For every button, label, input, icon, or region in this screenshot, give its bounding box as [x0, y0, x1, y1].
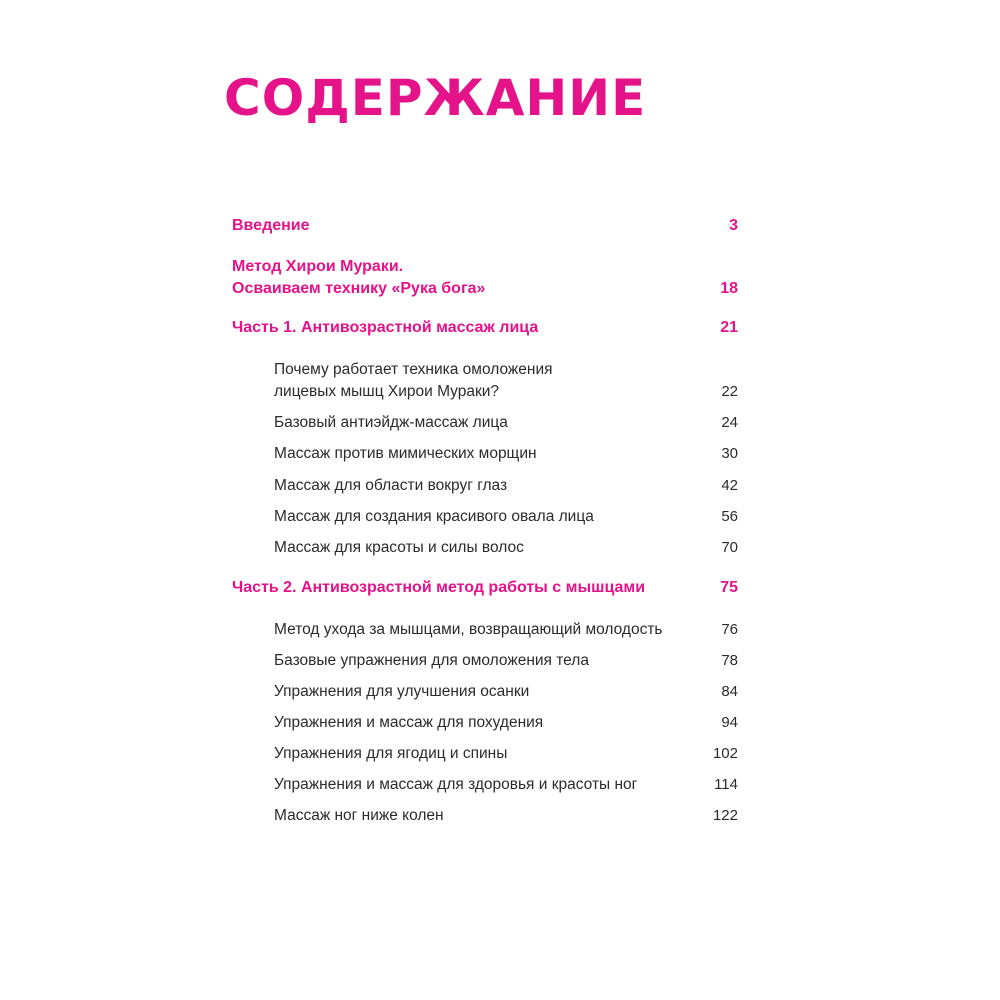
toc-entry-title [274, 537, 524, 559]
toc-entry-title-line: Массаж для красоты и силы волос [274, 539, 524, 556]
toc-entry-title [274, 412, 508, 434]
toc-entry-title-line: Базовый антиэйдж-массаж лица [274, 414, 508, 431]
toc-entry-title [232, 215, 310, 237]
toc-entry-title [232, 317, 538, 339]
toc-entry-title [274, 681, 529, 703]
toc-chapter-entry [232, 256, 738, 300]
toc-entry-title [274, 743, 507, 765]
toc-chapter-entry [232, 215, 738, 237]
toc-entry-title-line: Осваиваем технику «Рука бога» [232, 280, 486, 297]
toc-page-number: 114 [714, 776, 738, 793]
toc-entry-title-line: Массаж против мимических морщин [274, 445, 537, 462]
toc-entry-title [274, 506, 594, 528]
toc-entry-title [274, 650, 589, 672]
toc-entry-title [274, 712, 543, 734]
toc-page-number: 22 [721, 383, 738, 400]
toc-entry-title-line: Массаж для создания красивого овала лица [274, 508, 594, 525]
toc-entry-title-line: Почему работает техника омоложения [274, 361, 553, 378]
toc-entry-title-line: Метод Хирои Мураки. [232, 258, 404, 275]
toc-page-number: 18 [720, 280, 738, 297]
toc-entry-title-line: Массаж для области вокруг глаз [274, 477, 508, 494]
toc-entry-title-line: Базовые упражнения для омоложения тела [274, 652, 589, 669]
toc-section-entry [232, 506, 738, 528]
toc-page-number: 21 [720, 319, 738, 336]
toc-chapter-entry [232, 577, 738, 599]
toc-section-entry [232, 475, 738, 497]
toc-section-entry [232, 743, 738, 765]
toc-section-entry [232, 537, 738, 559]
toc-entry-title [274, 774, 637, 796]
toc-page-number: 42 [721, 477, 738, 494]
toc-page-number: 84 [721, 683, 738, 700]
toc-section-entry [232, 412, 738, 434]
toc-page-number: 102 [712, 745, 738, 762]
toc-page-number: 24 [721, 414, 738, 431]
toc-section-entry [232, 650, 738, 672]
toc-entry-title-line: Упражнения и массаж для похудения [274, 714, 544, 731]
toc-entry-title [274, 805, 444, 827]
toc-page-number: 94 [721, 714, 738, 731]
toc-section-entry [232, 681, 738, 703]
toc-entry-title-line: Массаж ног ниже колен [274, 807, 444, 824]
toc-section-entry [232, 805, 738, 827]
toc-entry-title [274, 359, 553, 403]
toc-entry-title-line: Упражнения и массаж для здоровья и красоты ног [274, 776, 638, 793]
toc-entry-title [232, 577, 645, 599]
toc-section-entry [232, 619, 738, 641]
toc-entry-title-line: Метод ухода за мышцами, возвращающий молодость [274, 621, 663, 638]
toc-entry-title [274, 443, 537, 465]
toc-page-number: 30 [721, 445, 738, 462]
toc-section-entry [232, 443, 738, 465]
toc-entry-title-line: Упражнения для ягодиц и спины [274, 745, 508, 762]
toc-entry-title [274, 619, 663, 641]
toc-chapter-entry [232, 317, 738, 339]
toc-page-number: 78 [721, 652, 738, 669]
toc-page-number: 70 [721, 539, 738, 556]
table-of-contents [232, 0, 738, 1000]
toc-page-number: 3 [729, 217, 738, 234]
toc-entry-title [232, 256, 485, 300]
toc-section-entry [232, 774, 738, 796]
toc-section-entry [232, 359, 738, 403]
toc-page-number: 56 [721, 508, 738, 525]
toc-entry-title-line: Часть 2. Антивозрастной метод работы с мышцами [232, 579, 646, 596]
toc-entry-title [274, 475, 507, 497]
page-title: СОДЕРЖАНИЕ [224, 69, 647, 127]
toc-entry-title-line: Часть 1. Антивозрастной массаж лица [232, 319, 539, 336]
toc-entry-title-line: Введение [232, 217, 310, 234]
toc-section-entry [232, 712, 738, 734]
toc-entry-title-line: Упражнения для улучшения осанки [274, 683, 530, 700]
toc-page-number: 122 [712, 807, 738, 824]
toc-page-number: 76 [721, 621, 738, 638]
toc-entry-title-line: лицевых мышц Хирои Мураки? [274, 383, 500, 400]
toc-page-number: 75 [720, 579, 738, 596]
